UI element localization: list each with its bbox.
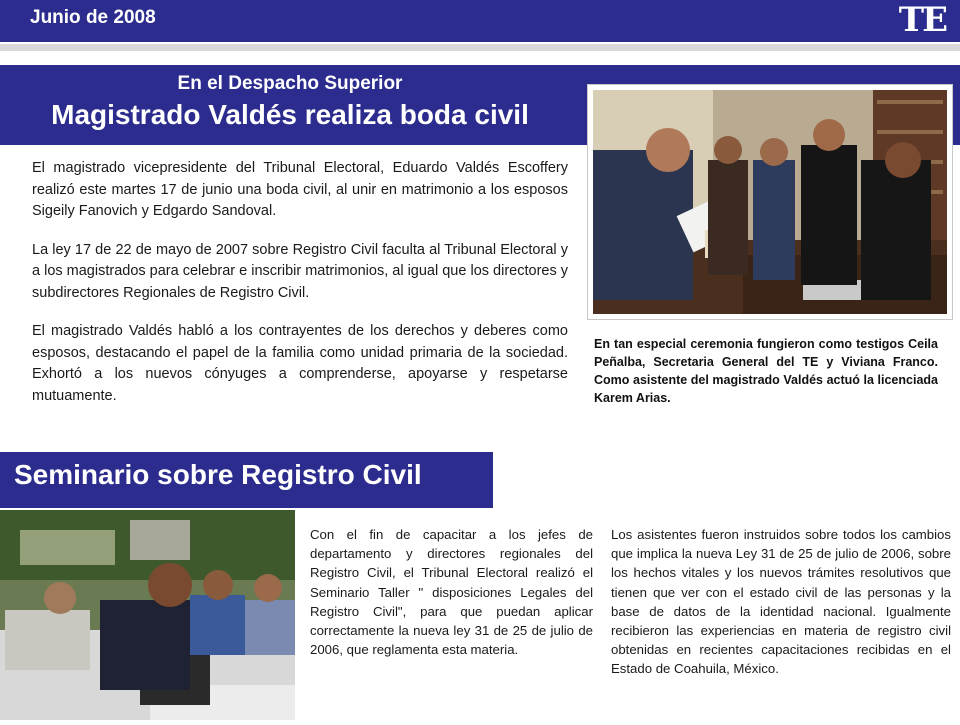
te-logo: TE [898,0,946,40]
wedding-photo [587,84,953,320]
header-bar [0,0,960,42]
article1-paragraph: El magistrado vicepresidente del Tribunal Electoral, Eduardo Valdés Escoffery realizó este martes 17 de junio una boda civil, al unir en matrimonio a los esposos Sigeily Fanovich y Edgardo Sandoval. [32,160,568,219]
article1-body [32,158,568,424]
article2-headline: Seminario sobre Registro Civil [14,459,422,490]
article1-paragraph: La ley 17 de 22 de mayo de 2007 sobre Registro Civil faculta al Tribunal Electoral y a los magistrados para celebrar e inscribir matrimonios, al igual que los directores y subdirectores Regionales de Registro Civil. [32,241,568,301]
article1-kicker: En el Despacho Superior [177,73,403,94]
article2-band-gap [493,452,960,508]
article1-paragraph: El magistrado Valdés habló a los contrayentes de los derechos y deberes como esposos, destacando el papel de la familia como unidad primaria de la sociedad. Exhortó a los nuevos cónyuges a comprenderse, apoyarse y respetarse mutuamente. [32,323,568,404]
seminar-photo [0,510,295,720]
article2-column-1: Con el fin de capacitar a los jefes de departamento y directores regionales del Registro Civil, el Tribunal Electoral realizó el Seminario Taller " disposiciones Legales del Registro Civil", para que puedan aplicar correctamente la nueva ley 31 de 25 de julio de 2006, que reglamenta esta materia. [310,527,593,658]
wedding-photo-image [593,90,947,314]
issue-date: Junio de 2008 [30,7,156,28]
article1-headline: Magistrado Valdés realiza boda civil [51,99,529,130]
wedding-photo-caption: En tan especial ceremonia fungieron como testigos Ceila Peñalba, Secretaria General del TE y Viviana Franco. Como asistente del magistrado Valdés actuó la licenciada Karem Arias. [594,337,938,405]
seminar-photo-image [0,510,295,720]
article2-column-2: Los asistentes fueron instruidos sobre todos los cambios que implica la nueva Ley 31 de 25 de julio de 2006, sobre los hechos vitales y los nuevos trámites resolutivos que tienen que ver con el estado civil de las personas y la base de datos de la identidad nacional. Igualmente recibieron las experiencias en materia de registro civil obtenidas en recientes capacitaciones recibidas en el Estado de Coahuila, México. [611,527,951,677]
header-divider [0,44,960,51]
